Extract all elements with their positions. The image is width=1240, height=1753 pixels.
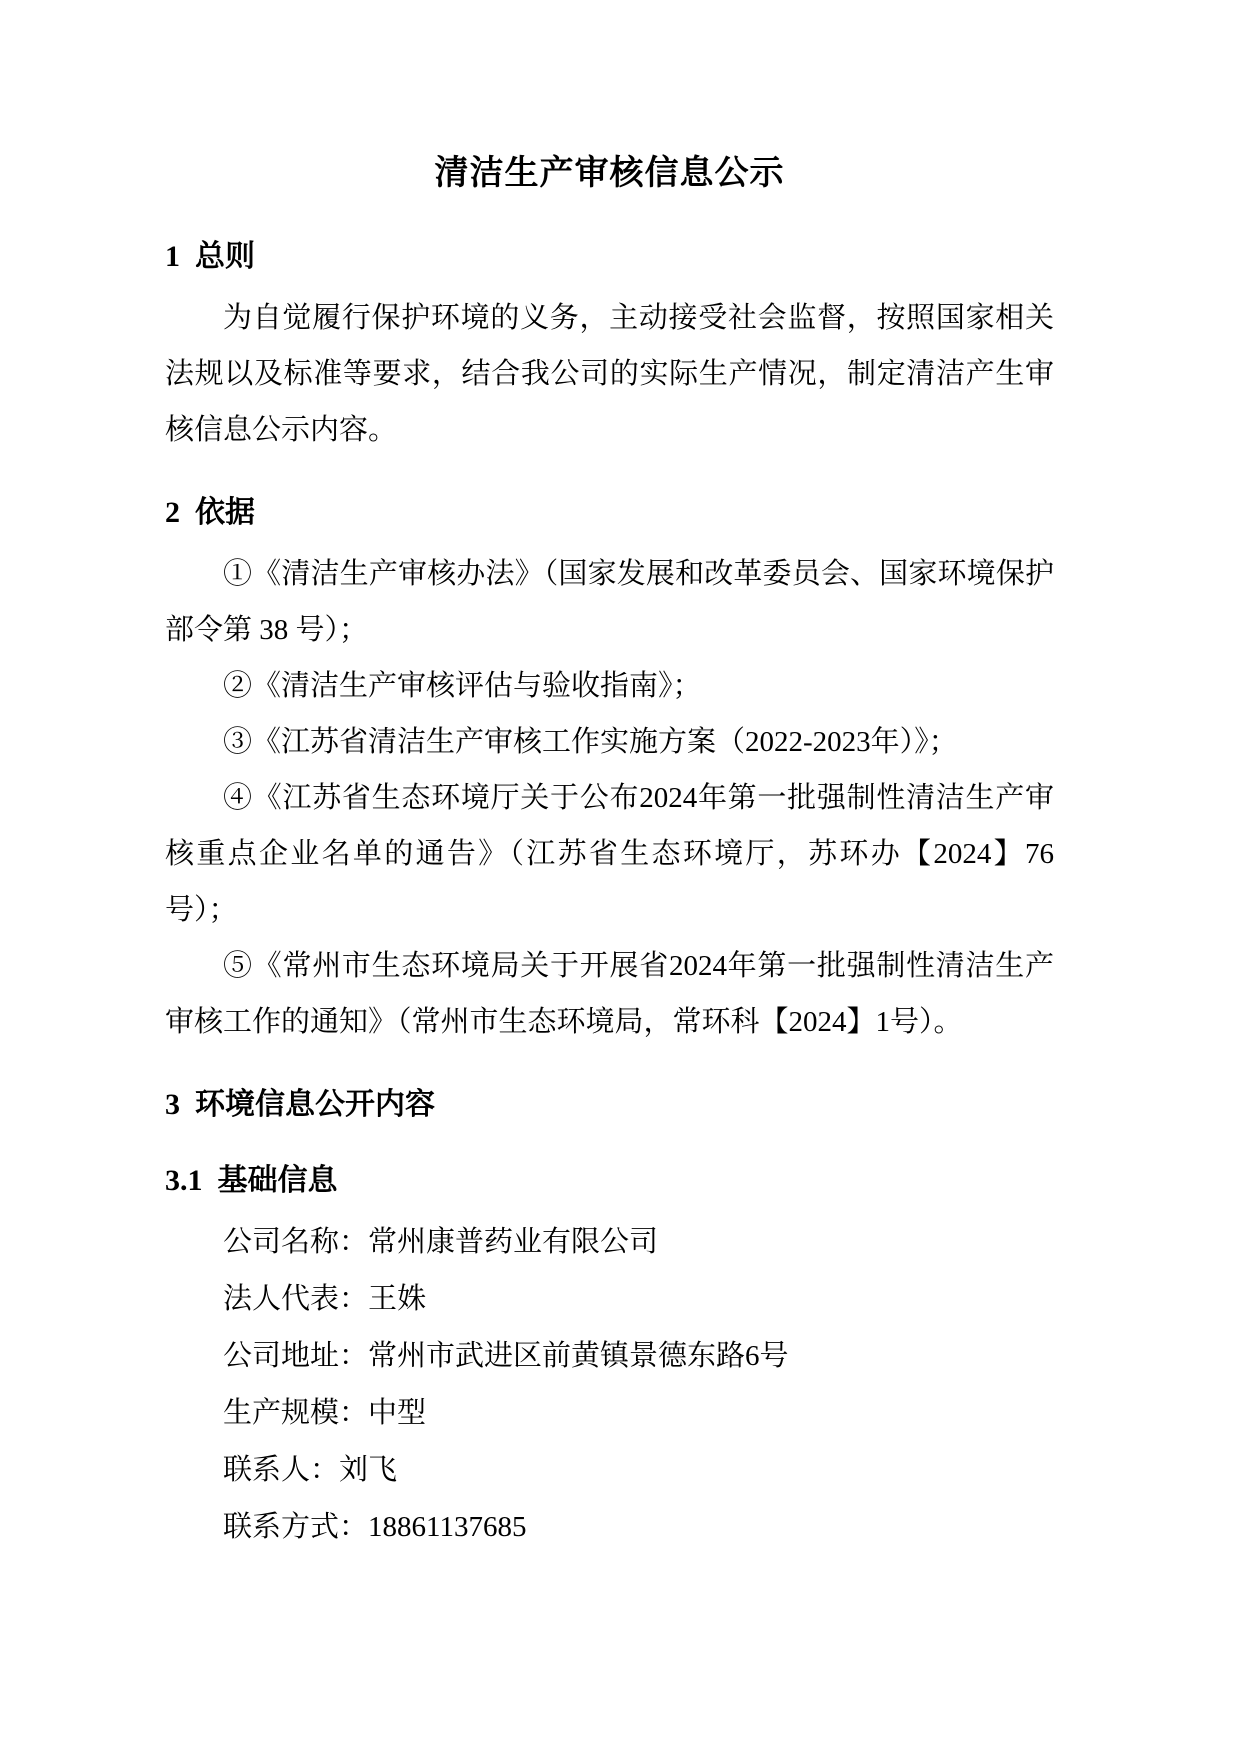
basis-item-2: ②《清洁生产审核评估与验收指南》； [223,670,702,702]
section-heading-basic-info: 3.1 基础信息 [165,1164,338,1197]
info-label-contact-phone: 联系方式： [223,1511,369,1543]
info-label-production-scale: 生产规模： [223,1397,369,1429]
info-value-contact-phone: 18861137685 [368,1511,527,1543]
info-contact-phone [165,1499,1054,1556]
section-heading-disclosure: 3 环境信息公开内容 [165,1088,435,1121]
info-value-company-address: 常州市武进区前黄镇景德东路6号 [368,1340,789,1372]
info-value-contact-person: 刘飞 [339,1454,398,1486]
info-production-scale [165,1385,1054,1442]
info-label-company-address: 公司地址： [223,1340,369,1372]
section-heading-general: 1 总则 [165,240,255,273]
info-label-legal-representative: 法人代表： [223,1283,369,1315]
general-paragraph: 为自觉履行保护环境的义务，主动接受社会监督，按照国家相关法规以及标准等要求，结合我公司的实际生产情况，制定清洁产生审核信息公示内容。 [165,302,1054,446]
info-company-address [165,1328,1054,1385]
section-general [165,236,1054,458]
info-company-name [165,1214,1054,1271]
section-basis [165,492,1054,1050]
basis-item-1: ①《清洁生产审核办法》（国家发展和改革委员会、国家环境保护部令第 38 号）； [165,558,1054,646]
section-heading-basis: 2 依据 [165,496,255,529]
section-basic-info [165,1160,1054,1556]
section-disclosure [165,1084,1054,1126]
info-label-contact-person: 联系人： [223,1454,340,1486]
info-value-legal-representative: 王姝 [368,1283,427,1315]
basis-item-3: ③《江苏省清洁生产审核工作实施方案（2022-2023年）》； [223,726,958,758]
basis-item-5: ⑤《常州市生态环境局关于开展省2024年第一批强制性清洁生产审核工作的通知》（常州市生态环境局，常环科【2024】1号）。 [165,950,1054,1038]
info-value-production-scale: 中型 [368,1397,427,1429]
info-legal-representative [165,1271,1054,1328]
info-contact-person [165,1442,1054,1499]
basis-item-4: ④《江苏省生态环境厅关于公布2024年第一批强制性清洁生产审核重点企业名单的通告》（江苏省生态环境厅，苏环办【2024】76号）； [165,782,1054,926]
info-value-company-name: 常州康普药业有限公司 [368,1226,659,1258]
info-label-company-name: 公司名称： [223,1226,369,1258]
document-title: 清洁生产审核信息公示 [434,154,785,192]
